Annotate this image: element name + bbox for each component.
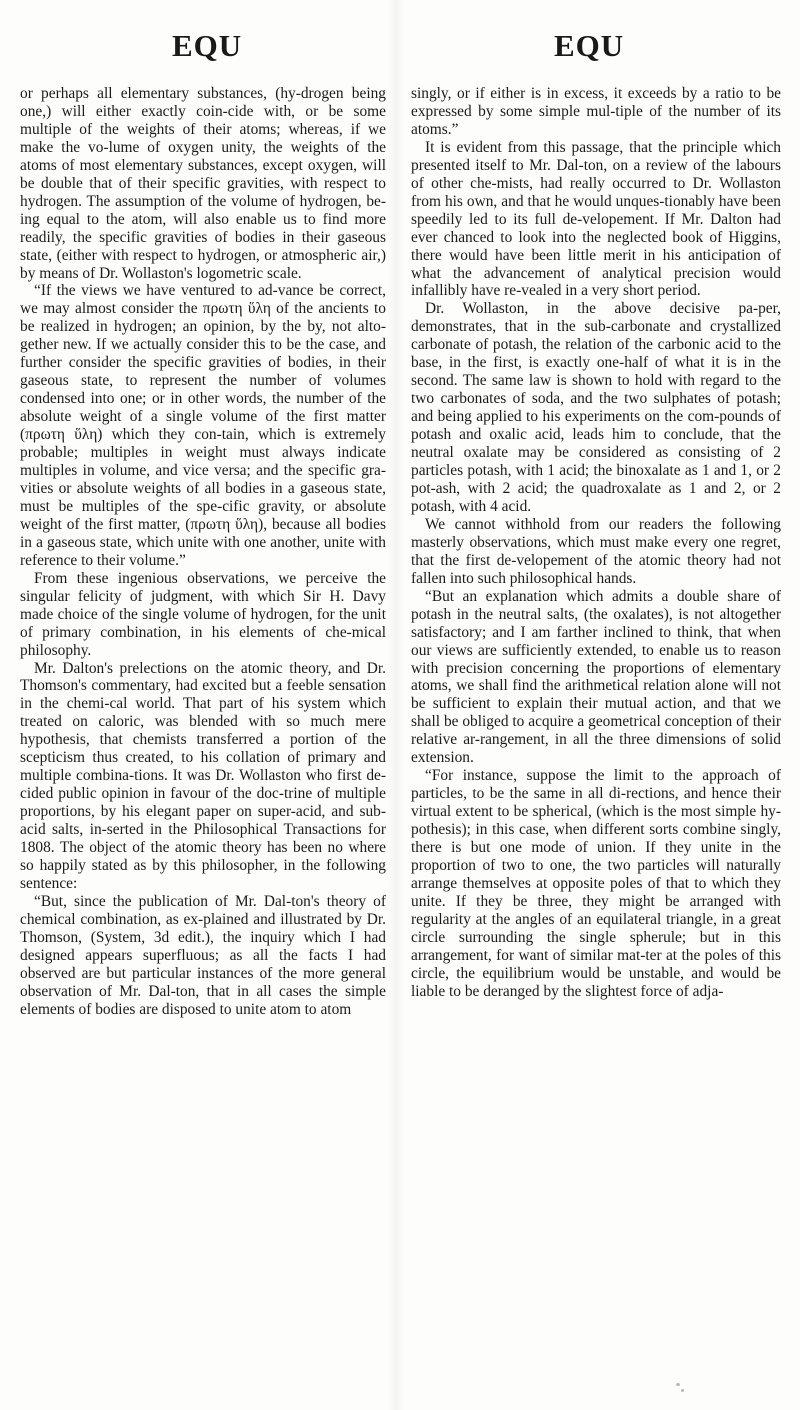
paragraph: “If the views we have ventured to ad-vance be correct, we may almost consider the πρωτη ὕλη of the ancients to be realized in hydrogen; an opinion, by the by, not alto-gether new. If we actually consider this to be the case, and further consider the specific gravities of bodies, in their gaseous state, to represent the number of volumes condensed into one; or in other words, the number of the absolute weight of a single volume of the first matter (πρωτη ὕλη) which they con-tain, which is extremely probable; multiples in weight must always indicate multiples in volume, and vice versa; and the specific gra-vities or absolute weights of all bodies in a gaseous state, must be multiples of the spe-cific gravity, or absolute weight of the first matter, (πρωτη ὕλη), because all bodies in a gaseous state, which unite with one another, unite with reference to their volume.” [20, 282, 386, 569]
right-column [411, 85, 781, 1001]
binding-gutter [388, 0, 404, 1410]
paragraph: Dr. Wollaston, in the above decisive pa-per, demonstrates, that in the sub-carbonate and crystallized carbonate of potash, the relation of the carbonic acid to the base, in the first, is exactly one-half of what it is in the second. The same law is shown to hold with regard to the two carbonates of soda, and the two sulphates of potash; and being applied to his experiments on the com-pounds of potash and oxalic acid, leads him to conclude, that the neutral oxalate may be considered as consisting of 2 particles potash, with 1 acid; the binoxalate as 1 and 1, or 2 pot-ash, with 2 acid; the quadroxalate as 1 and 2, or 2 potash, with 4 acid. [411, 300, 781, 515]
running-head-right: EQU [554, 28, 625, 63]
paragraph: singly, or if either is in excess, it exceeds by a ratio to be expressed by some simple mul-tiple of the number of its atoms.” [411, 85, 781, 138]
paragraph: “But, since the publication of Mr. Dal-ton's theory of chemical combination, as ex-plained and illustrated by Dr. Thomson, (System, 3d edit.), the inquiry which I had designed appears superfluous; as all the facts I had observed are but particular instances of the more general observation of Mr. Dal-ton, that in all cases the simple elements of bodies are disposed to unite atom to atom [20, 892, 386, 1018]
paragraph: Mr. Dalton's prelections on the atomic theory, and Dr. Thomson's commentary, had excited but a feeble sensation in the chemi-cal world. That part of his system which treated on caloric, was blended with so much mere hypothesis, that chemists transferred a portion of the scepticism thus created, to his collation of primary and multiple combina-tions. It was Dr. Wollaston who first de-cided public opinion in favour of the doc-trine of multiple proportions, by his elegant paper on super-acid, and sub-acid salts, in-serted in the Philosophical Transactions for 1808. The object of the atomic theory has been no where so happily stated as by this philosopher, in the following sentence: [20, 659, 386, 892]
paragraph: or perhaps all elementary substances, (hy-drogen being one,) will either exactly coin-cide with, or be some multiple of the weights of their atoms; whereas, if we make the vo-lume of oxygen unity, the weights of the atoms of most elementary substances, except oxygen, will be double that of their specific gravities, with respect to hydrogen. The assumption of the volume of hydrogen, be-ing equal to the atom, will also enable us to find more readily, the specific gravities of bodies in their gaseous state, (either with respect to hydrogen, or atmospheric air,) by means of Dr. Wollaston's logometric scale. [20, 85, 386, 282]
paragraph: It is evident from this passage, that the principle which presented itself to Mr. Dal-ton, on a review of the labours of other che-mists, had really occurred to Dr. Wollaston from his own, and that he would unques-tionably have been speedily led to its full de-velopement. If Mr. Dalton had ever chanced to look into the neglected book of Higgins, there would have been little merit in his anticipation of what the advancement of analytical precision would infallibly have re-vealed in a very short period. [411, 138, 781, 300]
paper-blemish [681, 1389, 684, 1392]
paper-blemish [676, 1383, 680, 1386]
paragraph: From these ingenious observations, we perceive the singular felicity of judgment, with which Sir H. Davy made choice of the single volume of hydrogen, for the unit of primary combination, in his elements of che-mical philosophy. [20, 569, 386, 659]
left-column [20, 85, 386, 1019]
running-head-left: EQU [172, 28, 243, 63]
paragraph: “For instance, suppose the limit to the approach of particles, to be the same in all di-rections, and hence their virtual extent to be spherical, (which is the most simple hy-pothesis); in this case, when different sorts combine singly, there is but one mode of union. If they unite in the proportion of two to one, the two particles will naturally arrange themselves at opposite poles of that to which they unite. If they be three, they might be arranged with regularity at the angles of an equilateral triangle, in a great circle surrounding the single spherule; but in this arrangement, for want of similar mat-ter at the poles of this circle, the equilibrium would be unstable, and would be liable to be deranged by the slightest force of adja- [411, 767, 781, 1000]
paragraph: “But an explanation which admits a double share of potash in the neutral salts, (the oxalates), is not altogether satisfactory; and I am farther inclined to think, that when our views are sufficiently extended, to enable us to reason with precision concerning the proportions of elementary atoms, we shall find the arithmetical relation alone will not be sufficient to explain their mutual action, and that we shall be obliged to acquire a geometrical conception of their relative ar-rangement, in all the three dimensions of solid extension. [411, 587, 781, 767]
paragraph: We cannot withhold from our readers the following masterly observations, which must make every one regret, that the first de-velopement of the atomic theory had not fallen into such philosophical hands. [411, 515, 781, 587]
